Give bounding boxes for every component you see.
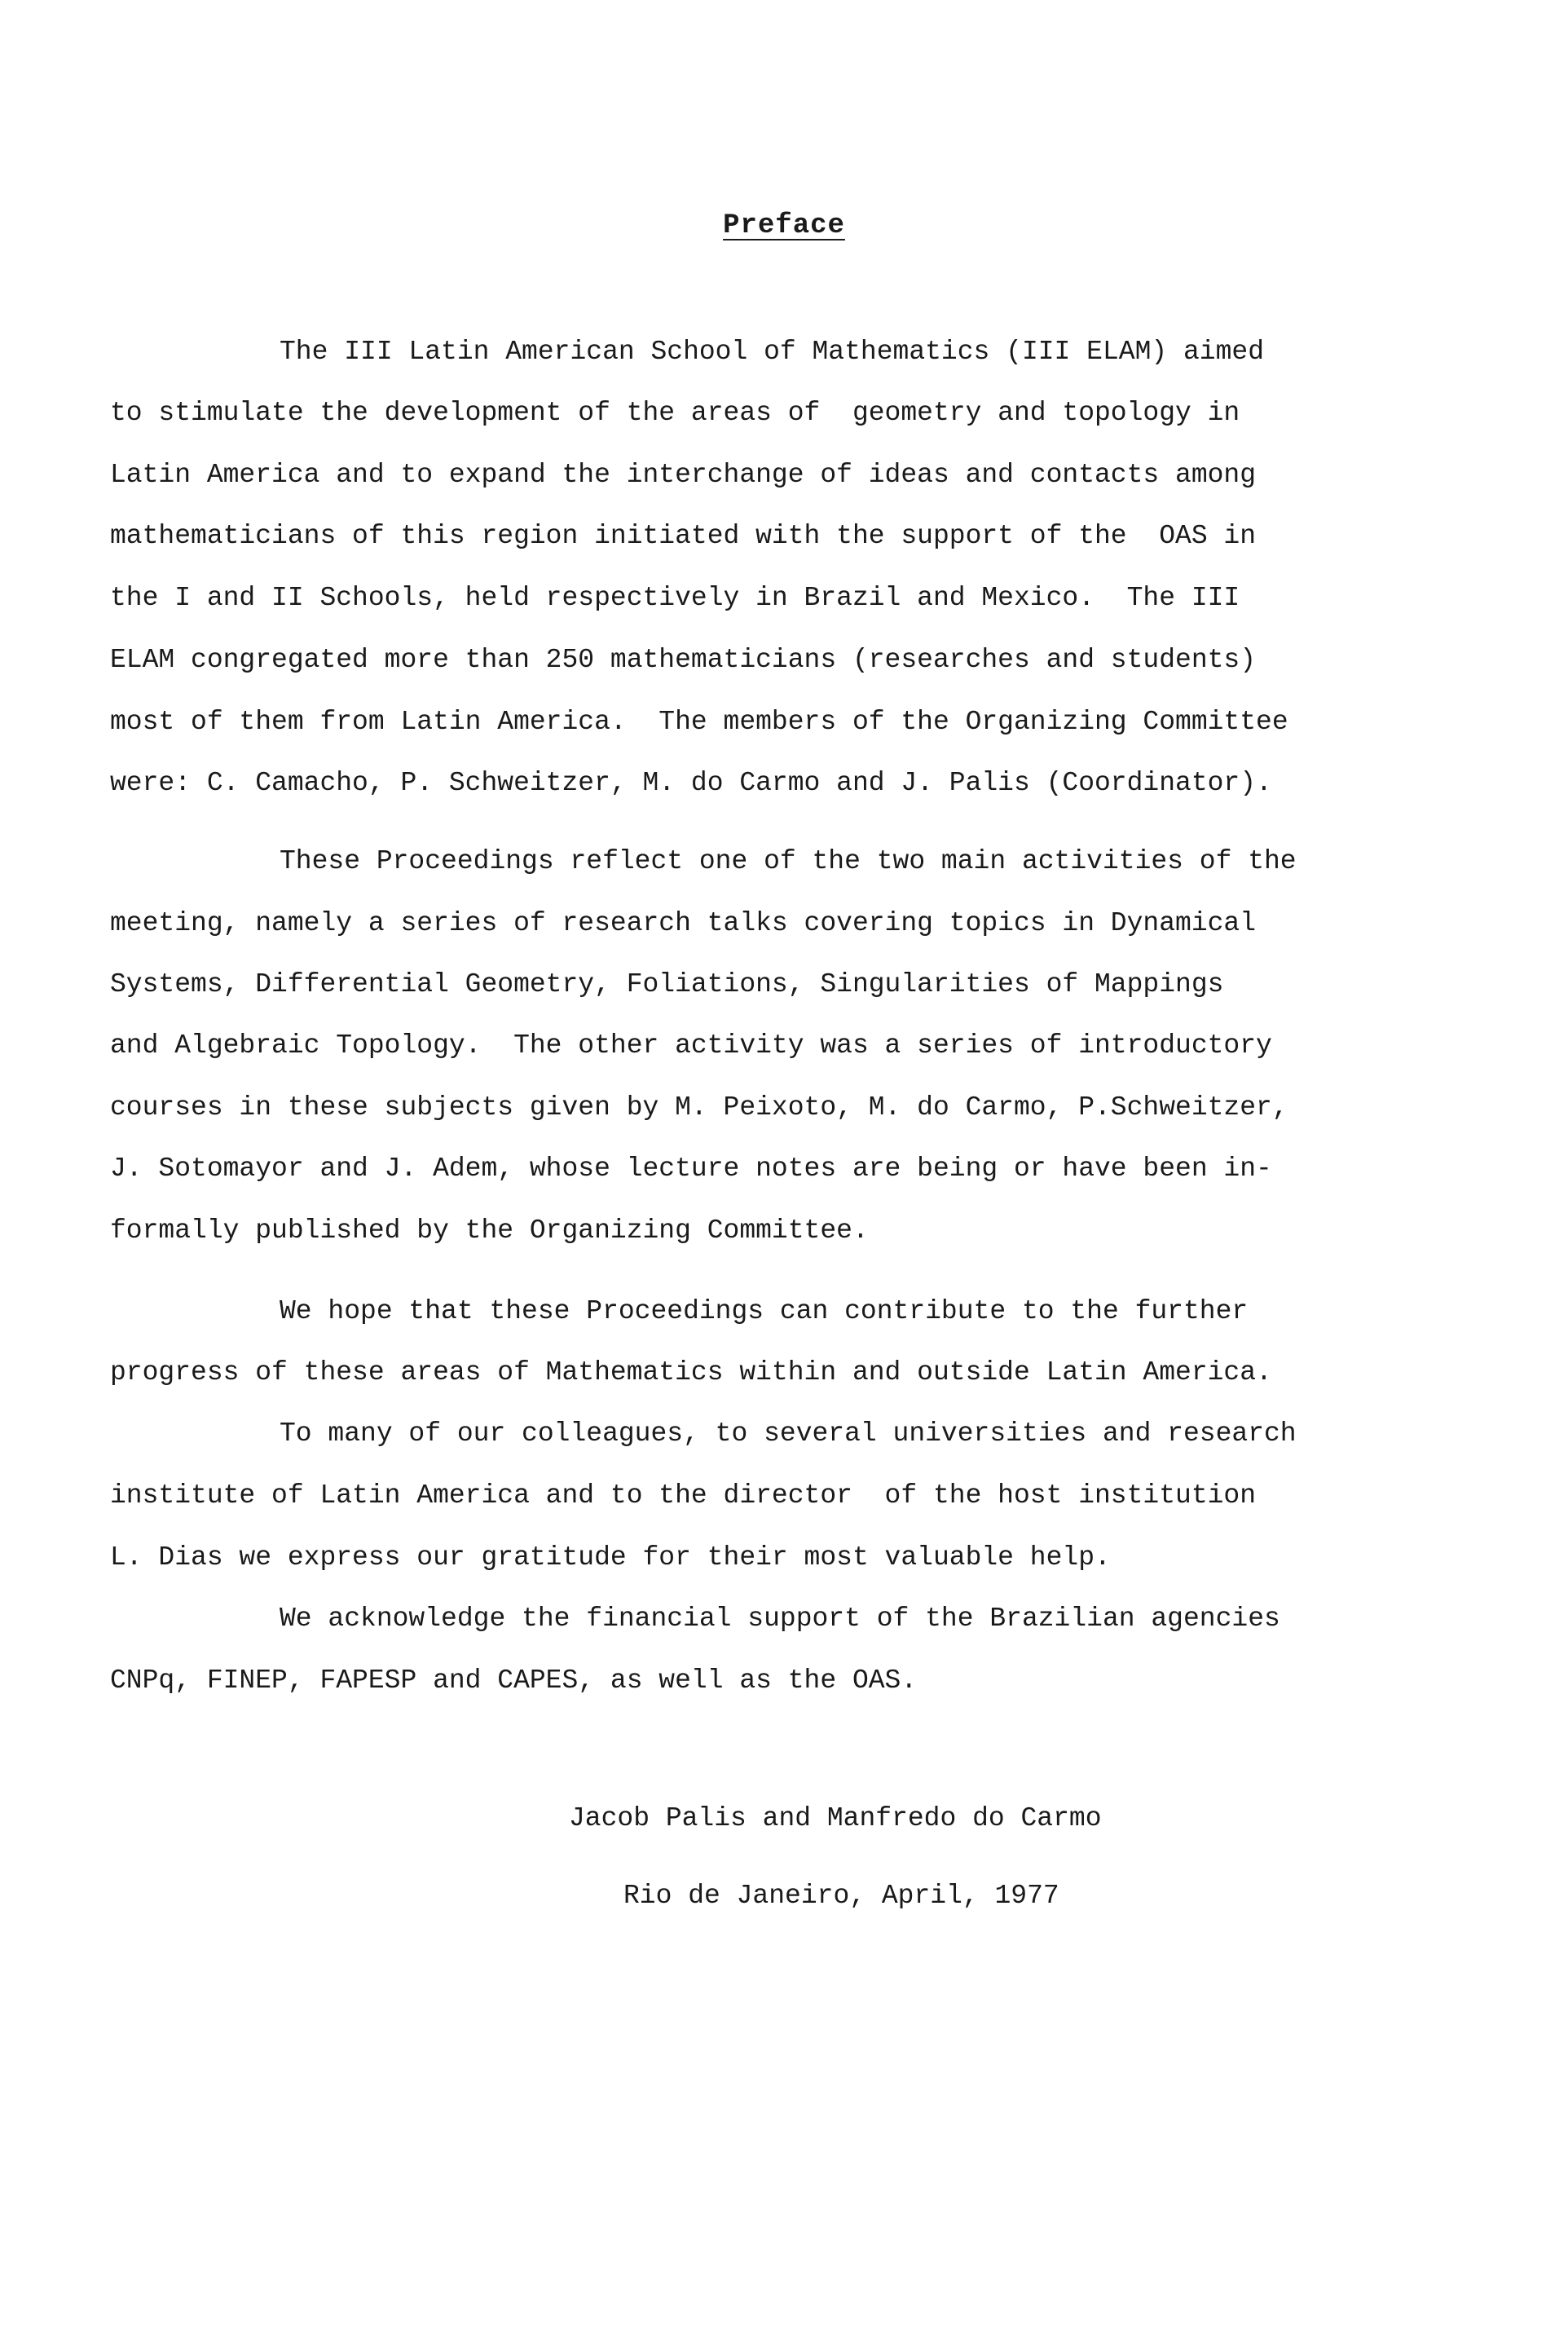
text-line: progress of these areas of Mathematics within and outside Latin America.: [110, 1357, 1272, 1388]
place-date: Rio de Janeiro, April, 1977: [623, 1881, 1059, 1911]
text-line: CNPq, FINEP, FAPESP and CAPES, as well as the OAS.: [110, 1665, 918, 1696]
text-line: Latin America and to expand the interchange of ideas and contacts among: [110, 460, 1257, 490]
text-line: To many of our colleagues, to several universities and research: [280, 1418, 1297, 1449]
text-line: were: C. Camacho, P. Schweitzer, M. do Carmo and J. Palis (Coordinator).: [110, 768, 1272, 798]
text-line: meeting, namely a series of research talks covering topics in Dynamical: [110, 908, 1257, 938]
text-line: to stimulate the development of the areas of geometry and topology in: [110, 398, 1240, 428]
text-line: J. Sotomayor and J. Adem, whose lecture notes are being or have been in-: [110, 1154, 1272, 1184]
text-line: courses in these subjects given by M. Peixoto, M. do Carmo, P.Schweitzer,: [110, 1092, 1288, 1123]
text-line: institute of Latin America and to the director of the host institution: [110, 1480, 1257, 1511]
text-line: the I and II Schools, held respectively in Brazil and Mexico. The III: [110, 583, 1240, 613]
text-line: We acknowledge the financial support of the Brazilian agencies: [280, 1604, 1280, 1634]
text-line: formally published by the Organizing Committee.: [110, 1215, 869, 1246]
signature: Jacob Palis and Manfredo do Carmo: [569, 1803, 1102, 1833]
page-title-text: Preface: [723, 210, 845, 241]
text-line: most of them from Latin America. The members of the Organizing Committee: [110, 707, 1288, 737]
text-line: These Proceedings reflect one of the two main activities of the: [280, 846, 1297, 876]
page-title: [0, 210, 1568, 241]
text-line: Systems, Differential Geometry, Foliations, Singularities of Mappings: [110, 969, 1224, 999]
text-line: We hope that these Proceedings can contribute to the further: [280, 1296, 1249, 1326]
text-line: The III Latin American School of Mathematics (III ELAM) aimed: [280, 337, 1264, 367]
text-line: and Algebraic Topology. The other activity was a series of introductory: [110, 1030, 1272, 1061]
text-line: ELAM congregated more than 250 mathematicians (researches and students): [110, 645, 1257, 675]
text-line: mathematicians of this region initiated with the support of the OAS in: [110, 521, 1257, 551]
text-line: L. Dias we express our gratitude for their most valuable help.: [110, 1542, 1111, 1573]
